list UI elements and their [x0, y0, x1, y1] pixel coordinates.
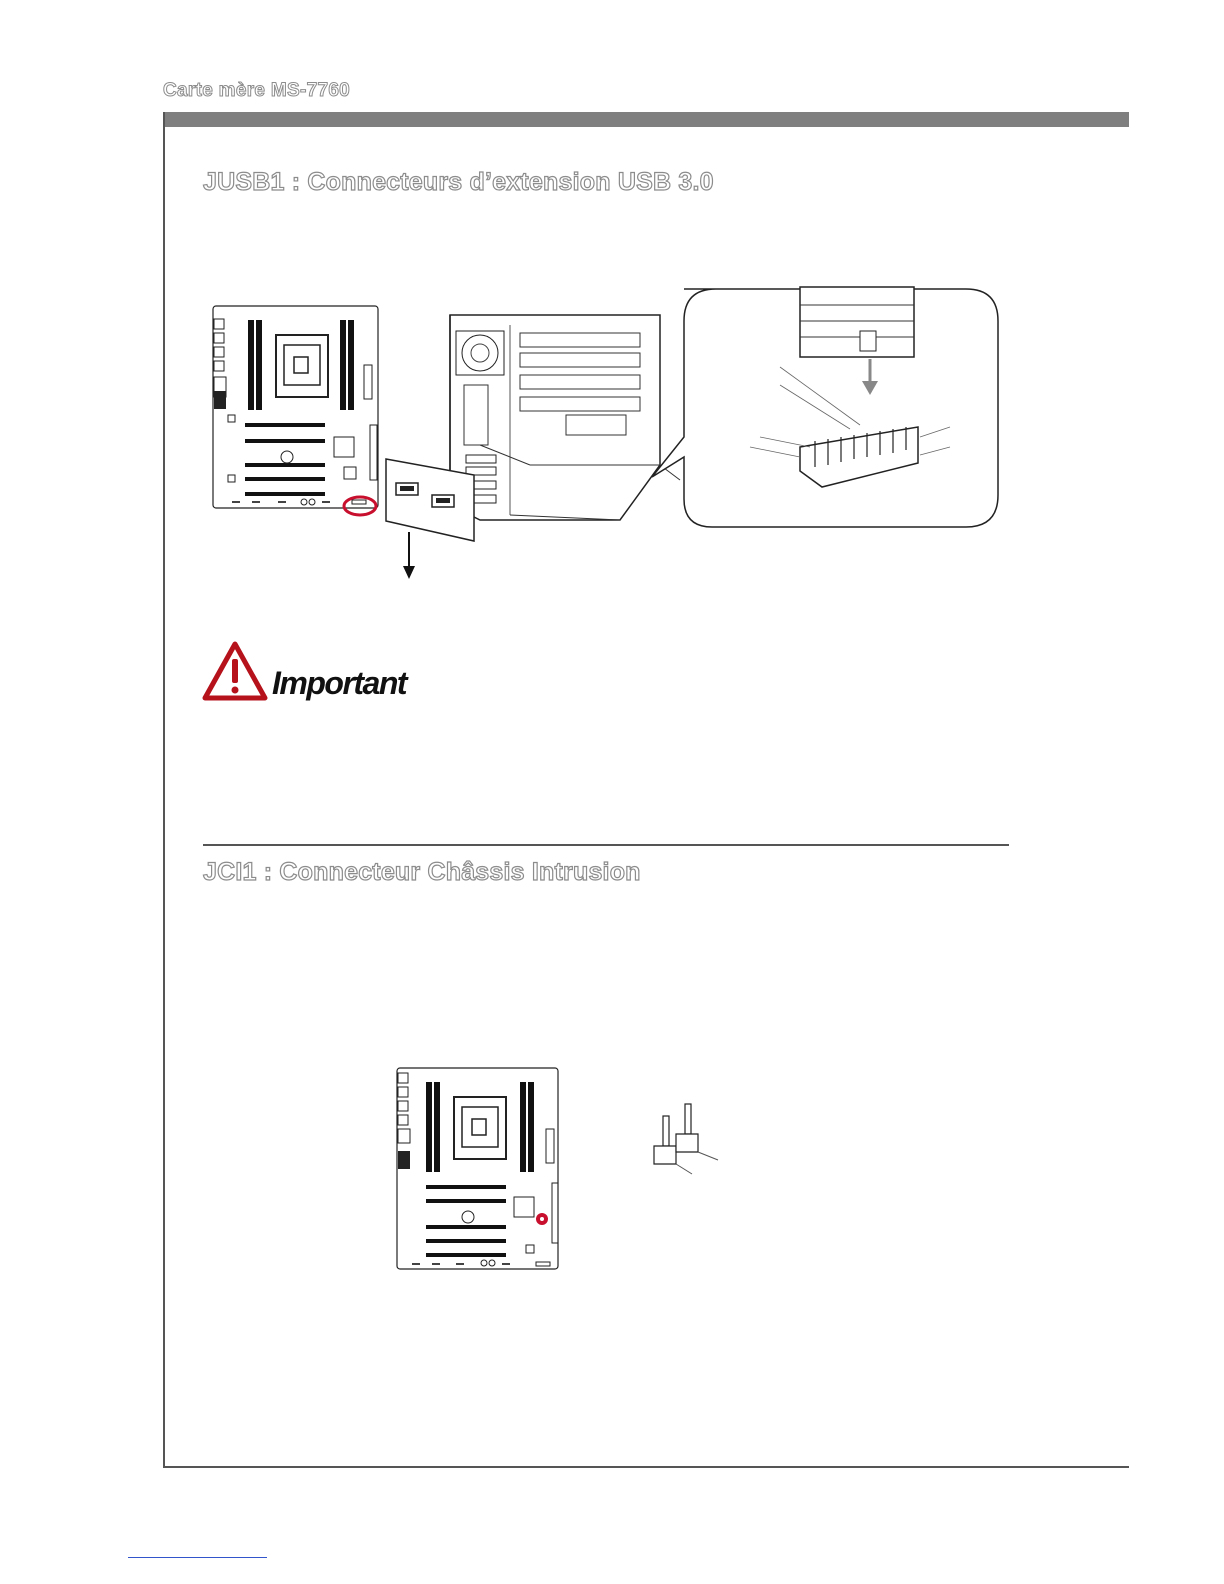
section-title-jusb1: JUSB1 : Connecteurs d’extension USB 3.0 [203, 168, 714, 196]
front-usb3-panel-illustration [382, 455, 478, 545]
footer-link-underline [128, 1557, 267, 1558]
section-title-jci1: JCI1 : Connecteur Châssis Intrusion [203, 858, 641, 886]
important-label: Important [272, 665, 407, 701]
section-divider [203, 844, 1009, 846]
header-bar [163, 112, 1129, 127]
left-margin-rule [163, 112, 165, 1468]
warning-triangle-icon [202, 641, 268, 701]
footer-rule [163, 1466, 1129, 1468]
page-header-title: Carte mère MS-7760 [163, 80, 351, 101]
jci1-pin-header-illustration [652, 1100, 724, 1178]
motherboard-diagram-jci1 [396, 1067, 560, 1271]
motherboard-diagram-jusb1 [212, 305, 380, 510]
usb3-header-zoom-bubble [650, 287, 1002, 532]
